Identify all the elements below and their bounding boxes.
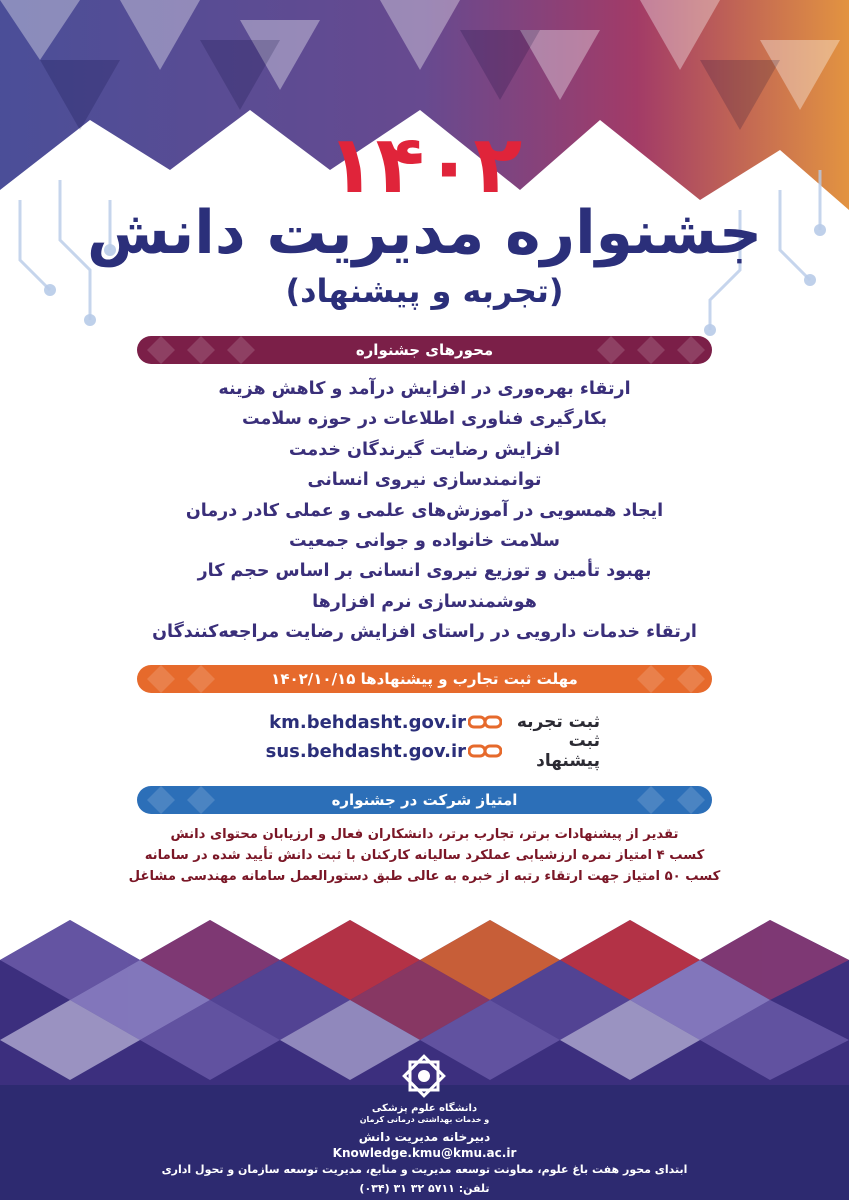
experience-url-link[interactable]: km.behdasht.gov.ir — [269, 711, 466, 733]
festival-year: ۱۴۰۲ — [326, 118, 523, 211]
list-item: بهبود تأمین و توزیع نیروی انسانی بر اساس حجم کار — [197, 561, 652, 582]
university-name — [0, 1103, 849, 1125]
page-subtitle: (تجربه و پیشنهاد) — [285, 272, 564, 310]
university-line-2: و خدمات بهداشتی درمانی کرمان — [359, 1115, 490, 1124]
address: ابتدای محور هفت باغ علوم، معاونت توسعه مدیریت و منابع، مدیریت توسعه سازمان و تحول اداری — [161, 1163, 688, 1176]
points-line: تقدیر از پیشنهادات برتر، تجارب برتر، دانشکاران فعال و ارزیابان محتوای دانش — [170, 827, 679, 842]
list-item: هوشمندسازی نرم افزارها — [312, 591, 537, 612]
secretariat: دبیرخانه مدیریت دانش — [358, 1130, 491, 1144]
deadline-text: مهلت ثبت تجارب و پیشنهادها ۱۴۰۲/۱۰/۱۵ — [271, 670, 578, 688]
axes-list — [0, 374, 849, 648]
deadline-band — [137, 665, 712, 693]
experience-label: ثبت تجربه — [516, 712, 600, 732]
phone: تلفن: ۵۷۱۱ ۳۲ ۳۱ (۰۳۴) — [359, 1182, 490, 1195]
list-item: افزایش رضایت گیرندگان خدمت — [288, 439, 561, 460]
points-line: کسب ۵۰ امتیاز جهت ارتقاء رتبه از خبره به عالی طبق دستورالعمل سامانه مهندسی مشاغل — [128, 869, 721, 884]
points-line: کسب ۴ امتیاز نمره ارزشیابی عملکرد سالیانه کارکنان با ثبت دانش تأیید شده در سامانه — [144, 848, 705, 863]
email-link[interactable]: Knowledge.kmu@kmu.ac.ir — [332, 1146, 517, 1160]
list-item: ارتقاء خدمات دارویی در راستای افزایش رضایت مراجعه‌کنندگان — [152, 622, 697, 643]
chain-link-icon — [468, 743, 502, 759]
points-heading-band — [137, 786, 712, 814]
list-item: بکارگیری فناوری اطلاعات در حوزه سلامت — [241, 409, 608, 430]
suggestion-url-link[interactable]: sus.behdasht.gov.ir — [265, 740, 466, 762]
list-item: ارتقاء بهره‌وری در افزایش درآمد و کاهش هزینه — [218, 379, 631, 399]
page-title: جشنواره مدیریت دانش — [86, 198, 763, 268]
points-list — [0, 824, 849, 887]
points-heading: امتیاز شرکت در جشنواره — [331, 791, 518, 809]
suggestion-registration — [250, 731, 600, 771]
axes-heading-band — [137, 336, 712, 364]
university-line-1: دانشگاه علوم پزشکی — [371, 1103, 478, 1114]
list-item: ایجاد همسویی در آموزش‌های علمی و عملی کادر درمان — [185, 500, 664, 521]
axes-heading: محورهای جشنواره — [355, 341, 494, 359]
list-item: سلامت خانواده و جوانی جمعیت — [289, 530, 560, 551]
university-logo-icon — [396, 1048, 452, 1104]
suggestion-label: ثبت پیشنهاد — [536, 731, 600, 771]
chain-link-icon — [468, 714, 502, 730]
list-item: توانمندسازی نیروی انسانی — [307, 470, 542, 491]
